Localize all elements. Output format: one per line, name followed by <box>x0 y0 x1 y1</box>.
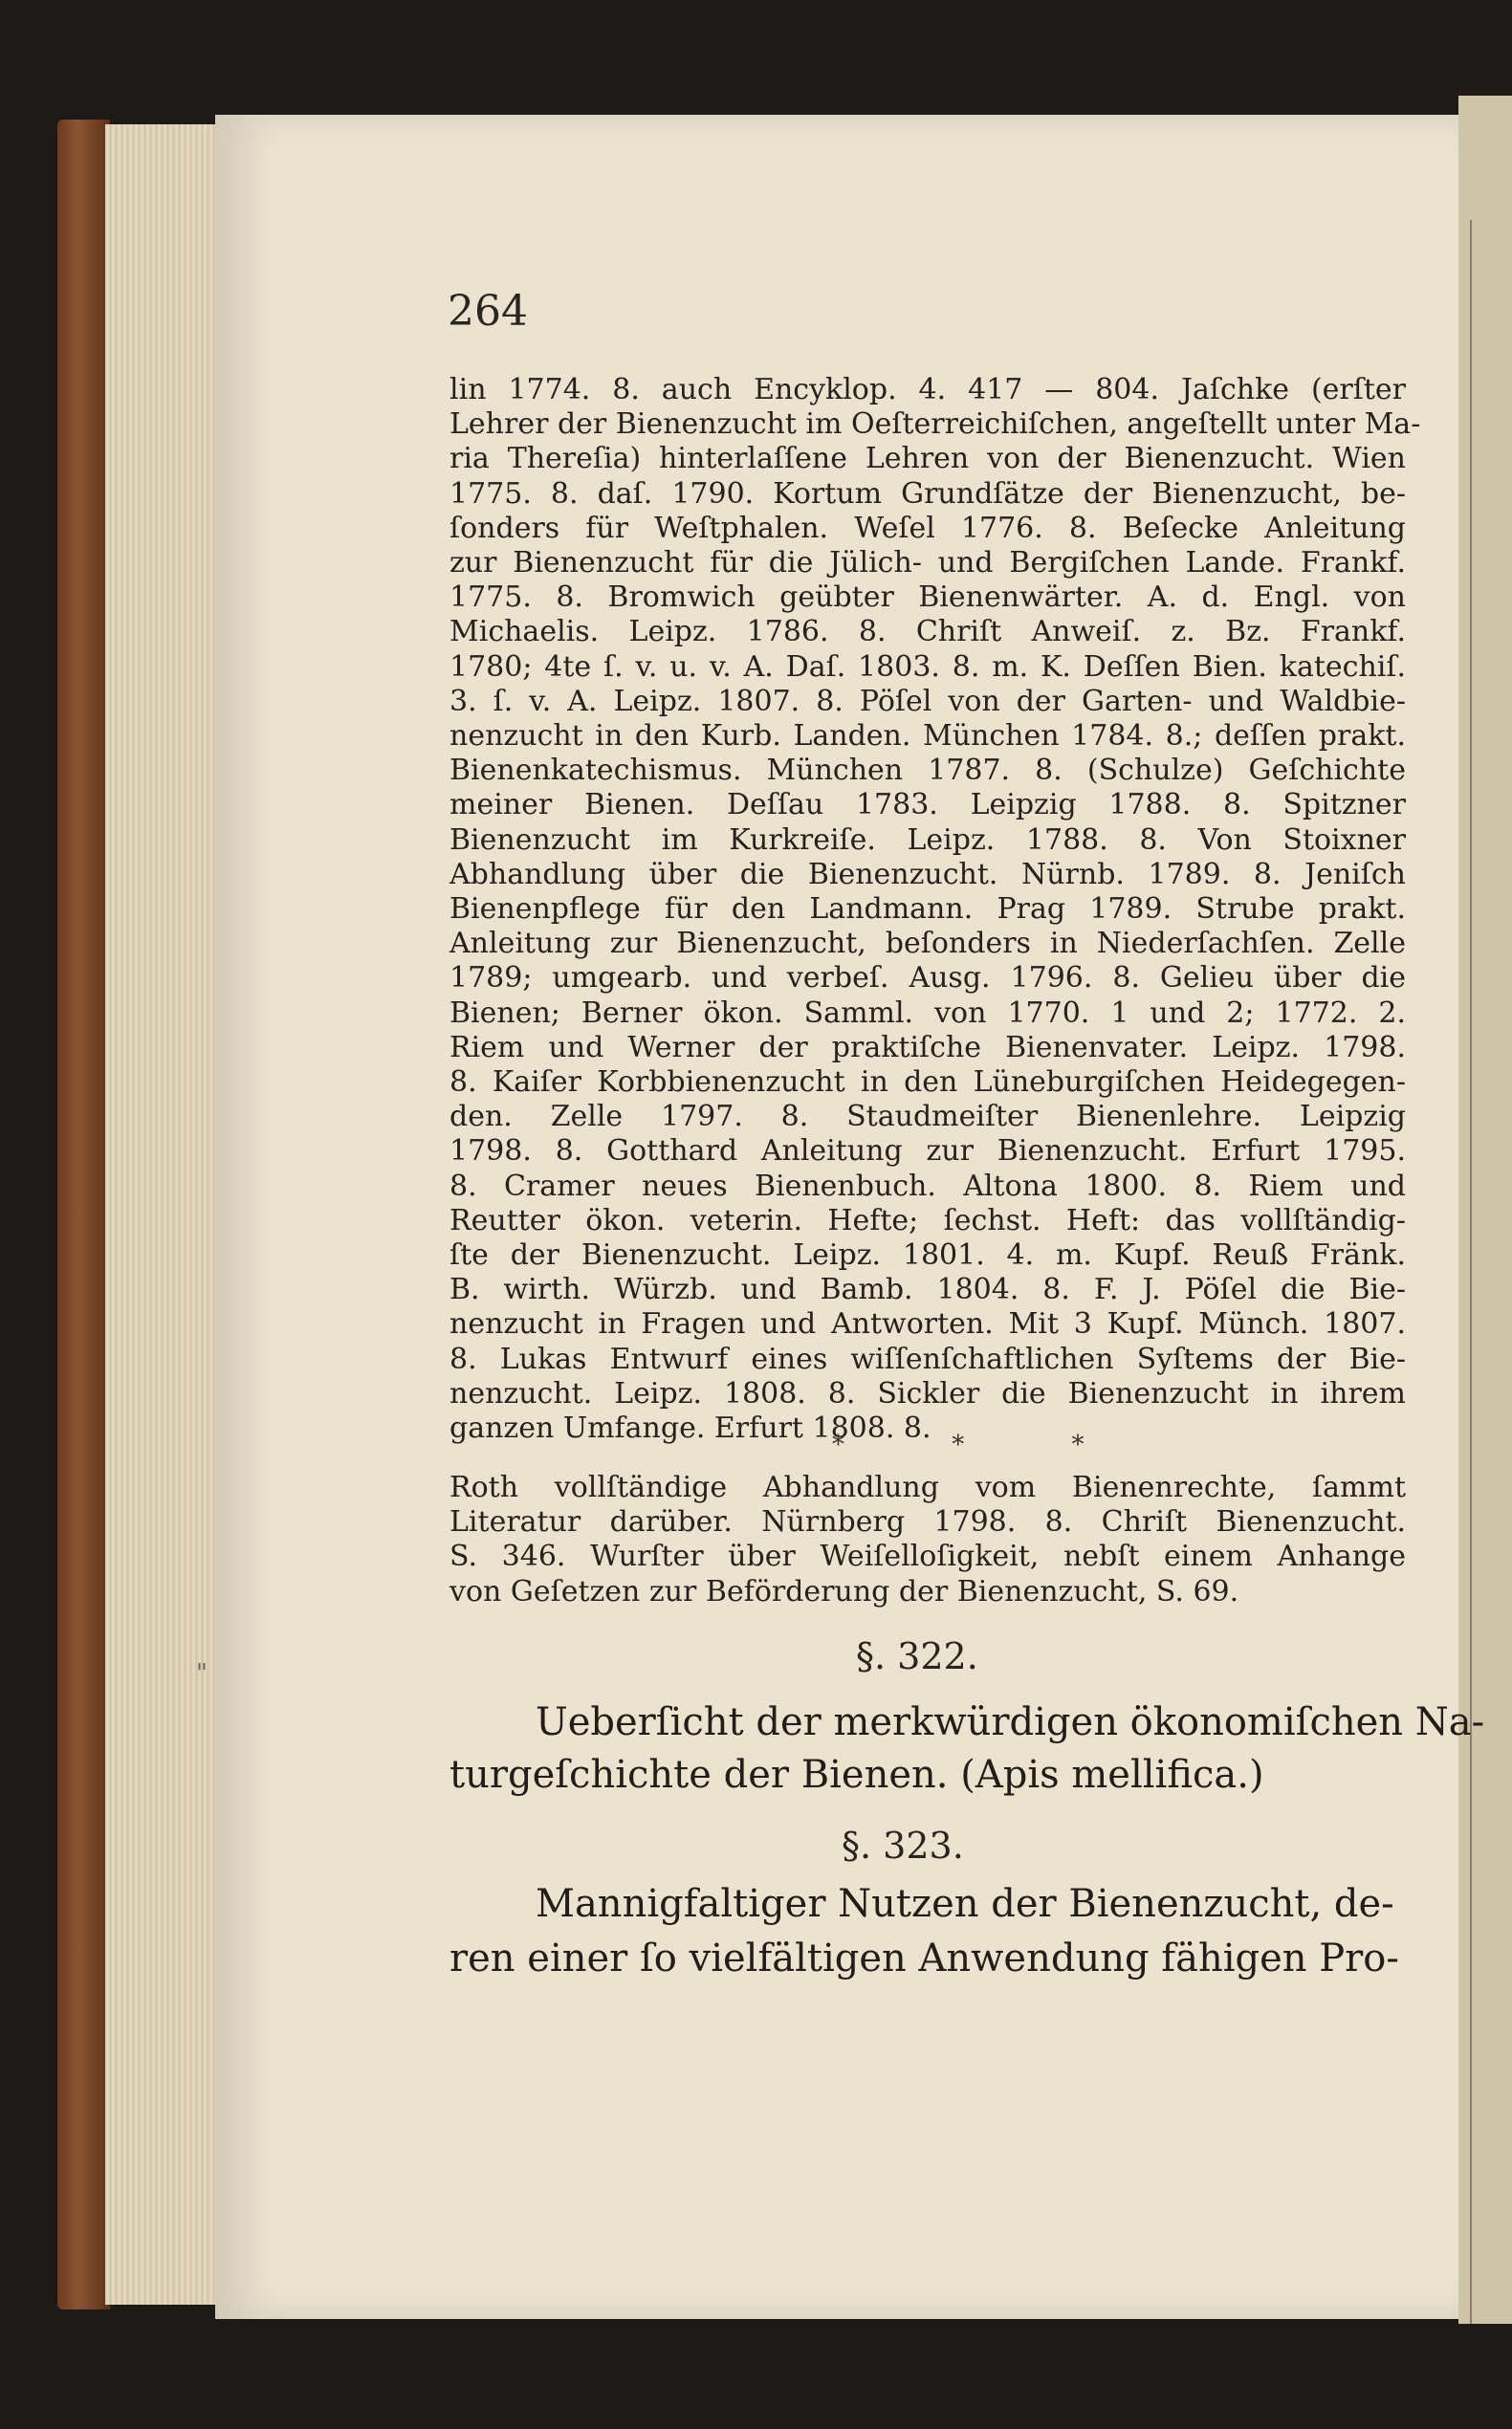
text-line: Bienenkatechismus. München 1787. 8. (Schulze) Geſchichte <box>449 754 1406 788</box>
asterism-separator: * * * <box>832 1431 1134 1459</box>
text-line: den. Zelle 1797. 8. Staudmeiſter Bienenlehre. Leipzig <box>449 1100 1406 1134</box>
page-number: 264 <box>448 287 528 336</box>
text-line: nenzucht. Leipz. 1808. 8. Sickler die Bienenzucht in ihrem <box>449 1376 1406 1411</box>
text-line: Abhandlung über die Bienenzucht. Nürnb. 1789. 8. Jeniſch <box>449 857 1406 891</box>
text-line: 3. ſ. v. A. Leipz. 1807. 8. Pöſel von der Garten- und Waldbie- <box>449 684 1406 718</box>
text-line: Riem und Werner der praktiſche Bienenvater. Leipz. 1798. <box>449 1030 1406 1064</box>
section-323-heading-line2: ren einer ſo vielfältigen Anwendung fähigen Pro- <box>449 1937 1399 1980</box>
text-line: ſte der Bienenzucht. Leipz. 1801. 4. m. Kupf. Reuß Fränk. <box>449 1238 1406 1273</box>
margin-mark: " <box>196 1659 208 1688</box>
text-line: meiner Bienen. Deſſau 1783. Leipzig 1788. 8. Spitzner <box>449 788 1406 822</box>
section-323-heading-line1: Mannigfaltiger Nutzen der Bienenzucht, de- <box>536 1882 1394 1926</box>
text-line: Roth vollſtändige Abhandlung vom Bienenrechte, ſammt <box>449 1471 1406 1504</box>
text-line: 8. Kaiſer Korbbienenzucht in den Lüneburgiſchen Heidegegen- <box>449 1065 1406 1100</box>
text-line: B. wirth. Würzb. und Bamb. 1804. 8. F. J. Pöſel die Bie- <box>449 1273 1406 1307</box>
text-line: 8. Cramer neues Bienenbuch. Altona 1800. 8. Riem und <box>449 1169 1406 1203</box>
text-line: S. 346. Wurſter über Weiſelloſigkeit, nebſt einem Anhange <box>449 1540 1406 1574</box>
text-line: 1798. 8. Gotthard Anleitung zur Bienenzucht. Erfurt 1795. <box>449 1134 1406 1169</box>
text-line: ſonders für Weſtphalen. Weſel 1776. 8. Beſecke Anleitung <box>449 511 1406 545</box>
text-line: ganzen Umfange. Erfurt 1808. 8. <box>449 1411 931 1446</box>
text-line: 1775. 8. daſ. 1790. Kortum Grundſätze der Bienenzucht, be- <box>449 476 1406 511</box>
text-line: 1789; umgearb. und verbeſ. Ausg. 1796. 8. Gelieu über die <box>449 961 1406 996</box>
text-line: Anleitung zur Bienenzucht, beſonders in Niederſachſen. Zelle <box>449 927 1406 961</box>
text-line: nenzucht in den Kurb. Landen. München 1784. 8.; deſſen prakt. <box>449 719 1406 754</box>
text-line: lin 1774. 8. auch Encyklop. 4. 417 — 804. Jaſchke (erſter <box>449 373 1406 406</box>
legal-literature-paragraph <box>449 1471 1406 1609</box>
text-line: zur Bienenzucht für die Jülich- und Bergiſchen Lande. Frankf. <box>449 546 1406 580</box>
bibliography-paragraph <box>449 373 1421 1446</box>
page-fold-line <box>1470 220 1472 2324</box>
next-page-edge <box>1458 96 1512 2324</box>
text-line: 8. Lukas Entwurf eines wiſſenſchaftlichen Syſtems der Bie- <box>449 1342 1406 1376</box>
text-line: Reutter ökon. veterin. Hefte; ſechst. Heft: das vollſtändig- <box>449 1203 1406 1237</box>
text-line: 1775. 8. Bromwich geübter Bienenwärter. A. d. Engl. von <box>449 580 1406 615</box>
text-line: nenzucht in Fragen und Antworten. Mit 3 Kupf. Münch. 1807. <box>449 1307 1406 1342</box>
text-line: Bienenpflege für den Landmann. Prag 1789. Strube prakt. <box>449 892 1406 927</box>
text-line: ria Thereſia) hinterlaſſene Lehren von der Bienenzucht. Wien <box>449 442 1406 476</box>
text-line: Bienen; Berner ökon. Samml. von 1770. 1 und 2; 1772. 2. <box>449 996 1406 1030</box>
text-line: 1780; 4te ſ. v. u. v. A. Daſ. 1803. 8. m. K. Deſſen Bien. katechiſ. <box>449 649 1406 684</box>
book-cover-edge <box>57 120 110 2309</box>
section-322-heading-line1: Ueberſicht der merkwürdigen ökonomiſchen Na- <box>536 1700 1485 1744</box>
text-line: Bienenzucht im Kurkreiſe. Leipz. 1788. 8. Von Stoixner <box>449 822 1406 857</box>
text-line: Lehrer der Bienenzucht im Oeſterreichiſchen, angeſtellt unter Ma- <box>449 407 1421 442</box>
text-line: Literatur darüber. Nürnberg 1798. 8. Chriſt Bienenzucht. <box>449 1505 1406 1540</box>
text-line: von Geſetzen zur Beförderung der Bienenzucht, S. 69. <box>449 1574 1239 1608</box>
section-322-heading-line2: turgeſchichte der Bienen. (Apis mellifica.) <box>449 1753 1264 1797</box>
page-edges <box>105 124 220 2305</box>
text-line: Michaelis. Leipz. 1786. 8. Chriſt Anweiſ. z. Bz. Frankf. <box>449 615 1406 649</box>
section-323-mark: §. 323. <box>842 1825 964 1867</box>
section-322-mark: §. 322. <box>856 1635 978 1677</box>
